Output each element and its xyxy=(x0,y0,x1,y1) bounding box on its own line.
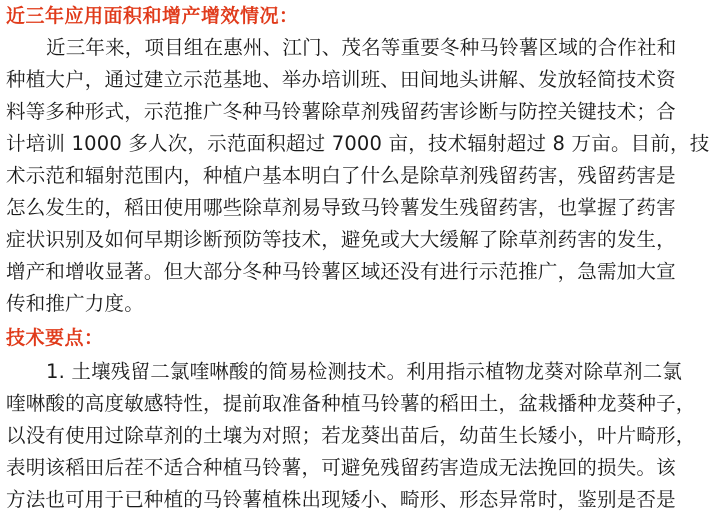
paragraph-line: 表明该稻田后茬不适合种植马铃薯，可避免残留药害造成无法挽回的损失。该 xyxy=(6,456,676,479)
paragraph-line: 症状识别及如何早期诊断预防等技术，避免或大大缓解了除草剂药害的发生， xyxy=(6,228,676,251)
paragraph-line: 料等多种形式，示范推广冬种马铃薯除草剂残留药害诊断与防控关键技术；合 xyxy=(6,100,676,123)
paragraph-line: 种植大户，通过建立示范基地、举办培训班、田间地头讲解、发放轻简技术资 xyxy=(6,68,676,91)
paragraph-line: 以没有使用过除草剂的土壤为对照；若龙葵出苗后，幼苗生长矮小，叶片畸形， xyxy=(6,424,696,447)
paragraph-line: 方法也可用于已种植的马铃薯植株出现矮小、畸形、形态异常时，鉴别是否是 xyxy=(6,488,676,511)
paragraph-line: 1. 土壤残留二氯喹啉酸的简易检测技术。利用指示植物龙葵对除草剂二氯 xyxy=(46,360,683,383)
paragraph-line: 计培训 1000 多人次，示范面积超过 7000 亩，技术辐射超过 8 万亩。目前，技 xyxy=(6,132,710,155)
section-heading-application: 近三年应用面积和增产增效情况： xyxy=(6,5,299,27)
paragraph-line: 近三年来，项目组在惠州、江门、茂名等重要冬种马铃薯区域的合作社和 xyxy=(46,36,677,59)
paragraph-line: 术示范和辐射范围内，种植户基本明白了什么是除草剂残留药害，残留药害是 xyxy=(6,164,676,187)
paragraph-line: 喹啉酸的高度敏感特性，提前取准备种植马铃薯的稻田土，盆栽播种龙葵种子， xyxy=(6,392,696,415)
paragraph-line: 怎么发生的，稻田使用哪些除草剂易导致马铃薯发生残留药害，也掌握了药害 xyxy=(6,196,676,219)
paragraph-line: 传和推广力度。 xyxy=(6,292,144,315)
paragraph-line: 增产和增收显著。但大部分冬种马铃薯区域还没有进行示范推广，急需加大宣 xyxy=(6,260,676,283)
section-heading-key-points: 技术要点： xyxy=(6,327,104,349)
